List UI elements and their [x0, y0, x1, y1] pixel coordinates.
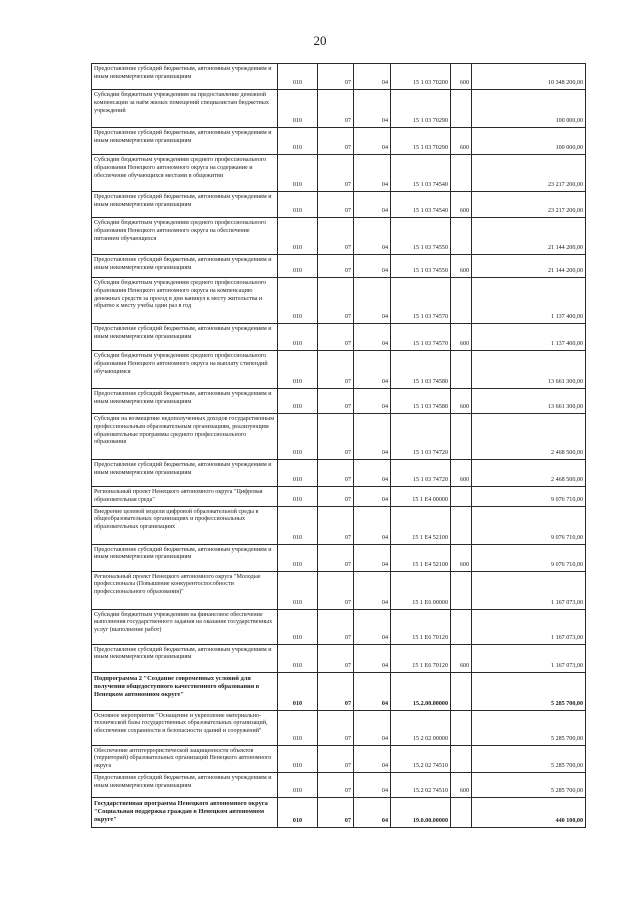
target-article-cell: 15 1 Е6 00000	[391, 571, 451, 609]
amount-cell: 1 167 073,00	[472, 571, 586, 609]
subsection-code-cell: 04	[354, 710, 391, 745]
section-code-cell: 07	[318, 414, 354, 460]
expense-type-cell	[451, 218, 472, 255]
subsection-code-cell: 04	[354, 506, 391, 544]
section-code-cell: 07	[318, 155, 354, 192]
ministry-code-cell: 010	[278, 797, 318, 827]
ministry-code-cell: 010	[278, 351, 318, 389]
section-code-cell: 07	[318, 128, 354, 155]
table-row	[92, 609, 586, 644]
subsection-code-cell: 04	[354, 797, 391, 827]
ministry-code-cell: 010	[278, 192, 318, 218]
subsection-code-cell: 04	[354, 644, 391, 672]
target-article-cell: 15 1 Е6 70120	[391, 644, 451, 672]
target-article-cell: 15 2 02 00000	[391, 710, 451, 745]
page-number: 20	[313, 33, 327, 48]
amount-cell: 9 076 710,00	[472, 487, 586, 507]
ministry-code-cell: 010	[278, 745, 318, 772]
expense-type-cell: 600	[451, 389, 472, 414]
section-code-cell: 07	[318, 772, 354, 797]
expense-name-cell: Предоставление субсидий бюджетным, автономным учреждениям и иным некоммерческим организациям	[92, 192, 278, 218]
ministry-code-cell: 010	[278, 571, 318, 609]
amount-cell: 5 285 700,00	[472, 710, 586, 745]
table-row	[92, 414, 586, 460]
ministry-code-cell: 010	[278, 460, 318, 487]
target-article-cell: 19.0.00.00000	[391, 797, 451, 827]
expense-type-cell	[451, 155, 472, 192]
subsection-code-cell: 04	[354, 90, 391, 128]
expense-type-cell	[451, 745, 472, 772]
ministry-code-cell: 010	[278, 389, 318, 414]
ministry-code-cell: 010	[278, 487, 318, 507]
subsection-code-cell: 04	[354, 255, 391, 278]
target-article-cell: 15 1 03 74550	[391, 218, 451, 255]
expense-type-cell: 600	[451, 128, 472, 155]
expense-name-cell: Предоставление субсидий бюджетным, автономным учреждениям и иным некоммерческим организациям	[92, 772, 278, 797]
subsection-code-cell: 04	[354, 672, 391, 710]
expense-type-cell	[451, 609, 472, 644]
amount-cell: 440 100,00	[472, 797, 586, 827]
subsection-code-cell: 04	[354, 128, 391, 155]
expense-type-cell: 600	[451, 644, 472, 672]
amount-cell: 10 348 200,00	[472, 64, 586, 90]
expense-type-cell	[451, 351, 472, 389]
table-row	[92, 672, 586, 710]
target-article-cell: 15 1 Е6 70120	[391, 609, 451, 644]
table-row	[92, 155, 586, 192]
amount-cell: 1 137 400,00	[472, 278, 586, 324]
ministry-code-cell: 010	[278, 710, 318, 745]
amount-cell: 2 468 500,00	[472, 414, 586, 460]
section-code-cell: 07	[318, 644, 354, 672]
subsection-code-cell: 04	[354, 460, 391, 487]
amount-cell: 9 076 710,00	[472, 544, 586, 571]
subsection-code-cell: 04	[354, 64, 391, 90]
section-code-cell: 07	[318, 90, 354, 128]
section-code-cell: 07	[318, 672, 354, 710]
expense-type-cell	[451, 90, 472, 128]
table-row	[92, 255, 586, 278]
subsection-code-cell: 04	[354, 324, 391, 351]
table-row	[92, 64, 586, 90]
target-article-cell: 15 1 03 74720	[391, 414, 451, 460]
section-code-cell: 07	[318, 460, 354, 487]
table-row	[92, 278, 586, 324]
ministry-code-cell: 010	[278, 506, 318, 544]
expense-name-cell: Региональный проект Ненецкого автономного округа "Молодые профессионалы (Повышение конкурентоспособности профессионального образования)"	[92, 571, 278, 609]
section-code-cell: 07	[318, 544, 354, 571]
section-code-cell: 07	[318, 487, 354, 507]
expense-name-cell: Государственная программа Ненецкого автономного округа "Социальная поддержка граждан в Ненецком автономном округе"	[92, 797, 278, 827]
target-article-cell: 15.2.00.00000	[391, 672, 451, 710]
amount-cell: 23 217 200,00	[472, 155, 586, 192]
section-code-cell: 07	[318, 389, 354, 414]
expense-type-cell: 600	[451, 772, 472, 797]
ministry-code-cell: 010	[278, 544, 318, 571]
ministry-code-cell: 010	[278, 644, 318, 672]
subsection-code-cell: 04	[354, 745, 391, 772]
amount-cell: 5 285 700,00	[472, 672, 586, 710]
section-code-cell: 07	[318, 797, 354, 827]
ministry-code-cell: 010	[278, 255, 318, 278]
table-row	[92, 351, 586, 389]
expense-name-cell: Субсидии бюджетным учреждениям на финансовое обеспечение выполнения государственного задания на оказание государственных услуг (выполнение работ)	[92, 609, 278, 644]
ministry-code-cell: 010	[278, 609, 318, 644]
table-row	[92, 797, 586, 827]
ministry-code-cell: 010	[278, 128, 318, 155]
expense-name-cell: Предоставление субсидий бюджетным, автономным учреждениям и иным некоммерческим организациям	[92, 64, 278, 90]
table-row	[92, 745, 586, 772]
table-row	[92, 772, 586, 797]
expense-name-cell: Предоставление субсидий бюджетным, автономным учреждениям и иным некоммерческим организациям	[92, 460, 278, 487]
ministry-code-cell: 010	[278, 218, 318, 255]
subsection-code-cell: 04	[354, 414, 391, 460]
expense-name-cell: Предоставление субсидий бюджетным, автономным учреждениям и иным некоммерческим организациям	[92, 544, 278, 571]
subsection-code-cell: 04	[354, 218, 391, 255]
table-row	[92, 389, 586, 414]
subsection-code-cell: 04	[354, 278, 391, 324]
ministry-code-cell: 010	[278, 672, 318, 710]
target-article-cell: 15 1 Е4 52100	[391, 506, 451, 544]
table-row	[92, 644, 586, 672]
section-code-cell: 07	[318, 351, 354, 389]
expense-name-cell: Предоставление субсидий бюджетным, автономным учреждениям и иным некоммерческим организациям	[92, 644, 278, 672]
ministry-code-cell: 010	[278, 155, 318, 192]
expense-type-cell	[451, 710, 472, 745]
expense-type-cell	[451, 571, 472, 609]
table-row	[92, 571, 586, 609]
expense-name-cell: Региональный проект Ненецкого автономного округа "Цифровая образовательная среда"	[92, 487, 278, 507]
expense-name-cell: Субсидии бюджетным учреждениям среднего профессионального образования Ненецкого автономного округа на обеспечение питанием обучающихся	[92, 218, 278, 255]
amount-cell: 9 076 710,00	[472, 506, 586, 544]
target-article-cell: 15 1 03 74540	[391, 155, 451, 192]
expense-name-cell: Подпрограмма 2 "Создание современных условий для получения общедоступного качественного образования в Ненецком автономном округе"	[92, 672, 278, 710]
amount-cell: 5 285 700,00	[472, 745, 586, 772]
expense-type-cell: 600	[451, 324, 472, 351]
section-code-cell: 07	[318, 324, 354, 351]
target-article-cell: 15 1 03 74580	[391, 351, 451, 389]
budget-table	[91, 63, 586, 828]
expense-name-cell: Субсидии бюджетным учреждениям среднего профессионального образования Ненецкого автономного округа на компенсацию денежных средств за проезд в дни каникул к месту жительства и обратно к месту учебы один раз в год	[92, 278, 278, 324]
target-article-cell: 15 1 03 70290	[391, 128, 451, 155]
expense-type-cell	[451, 672, 472, 710]
amount-cell: 5 285 700,00	[472, 772, 586, 797]
target-article-cell: 15 1 03 74550	[391, 255, 451, 278]
expense-type-cell	[451, 487, 472, 507]
amount-cell: 1 167 073,00	[472, 609, 586, 644]
section-code-cell: 07	[318, 255, 354, 278]
amount-cell: 100 000,00	[472, 90, 586, 128]
table-row	[92, 710, 586, 745]
expense-name-cell: Предоставление субсидий бюджетным, автономным учреждениям и иным некоммерческим организациям	[92, 255, 278, 278]
subsection-code-cell: 04	[354, 571, 391, 609]
target-article-cell: 15 1 03 74540	[391, 192, 451, 218]
table-row	[92, 192, 586, 218]
expense-type-cell: 600	[451, 460, 472, 487]
table-row	[92, 218, 586, 255]
amount-cell: 21 144 200,00	[472, 255, 586, 278]
table-row	[92, 487, 586, 507]
target-article-cell: 15.2 02 74510	[391, 745, 451, 772]
expense-name-cell: Субсидии бюджетным учреждениям среднего профессионального образования Ненецкого автономного округа на выплату стипендий обучающимся	[92, 351, 278, 389]
amount-cell: 2 468 500,00	[472, 460, 586, 487]
subsection-code-cell: 04	[354, 192, 391, 218]
section-code-cell: 07	[318, 218, 354, 255]
target-article-cell: 15.2 02 74510	[391, 772, 451, 797]
expense-name-cell: Субсидии бюджетным учреждениям среднего профессионального образования Ненецкого автономного округа на содержание и обеспечение обучающихся местами в общежитии	[92, 155, 278, 192]
table-row	[92, 128, 586, 155]
table-row	[92, 544, 586, 571]
section-code-cell: 07	[318, 278, 354, 324]
expense-type-cell: 600	[451, 192, 472, 218]
target-article-cell: 15 1 Е4 52100	[391, 544, 451, 571]
expense-name-cell: Предоставление субсидий бюджетным, автономным учреждениям и иным некоммерческим организациям	[92, 128, 278, 155]
ministry-code-cell: 010	[278, 772, 318, 797]
section-code-cell: 07	[318, 609, 354, 644]
expense-name-cell: Предоставление субсидий бюджетным, автономным учреждениям и иным некоммерческим организациям	[92, 389, 278, 414]
table-row	[92, 460, 586, 487]
expense-type-cell	[451, 414, 472, 460]
target-article-cell: 15 1 03 70200	[391, 64, 451, 90]
subsection-code-cell: 04	[354, 155, 391, 192]
expense-type-cell	[451, 278, 472, 324]
target-article-cell: 15 1 03 74720	[391, 460, 451, 487]
section-code-cell: 07	[318, 506, 354, 544]
subsection-code-cell: 04	[354, 772, 391, 797]
amount-cell: 21 144 200,00	[472, 218, 586, 255]
expense-name-cell: Предоставление субсидий бюджетным, автономным учреждениям и иным некоммерческим организациям	[92, 324, 278, 351]
section-code-cell: 07	[318, 64, 354, 90]
expense-name-cell: Основное мероприятие "Оснащение и укрепление материально-технической базы государственных образовательных организаций, обеспечение сохранности и безопасности зданий и сооружений"	[92, 710, 278, 745]
amount-cell: 100 000,00	[472, 128, 586, 155]
table-row	[92, 324, 586, 351]
subsection-code-cell: 04	[354, 389, 391, 414]
subsection-code-cell: 04	[354, 487, 391, 507]
expense-type-cell: 600	[451, 64, 472, 90]
subsection-code-cell: 04	[354, 351, 391, 389]
target-article-cell: 15 1 Е4 00000	[391, 487, 451, 507]
expense-name-cell: Субсидии бюджетным учреждениям на предоставление денежной компенсации за наём жилых помещений специалистам бюджетных учреждений	[92, 90, 278, 128]
table-row	[92, 90, 586, 128]
expense-type-cell	[451, 506, 472, 544]
expense-type-cell: 600	[451, 544, 472, 571]
amount-cell: 13 661 300,00	[472, 389, 586, 414]
section-code-cell: 07	[318, 571, 354, 609]
amount-cell: 23 217 200,00	[472, 192, 586, 218]
table-row	[92, 506, 586, 544]
amount-cell: 13 661 300,00	[472, 351, 586, 389]
target-article-cell: 15 1 03 74570	[391, 324, 451, 351]
subsection-code-cell: 04	[354, 609, 391, 644]
expense-name-cell: Субсидии на возмещение недополученных доходов государственным профессиональным образовательным организациям, реализующим образовательные программы среднего профессионального образования	[92, 414, 278, 460]
expense-name-cell: Внедрение целевой модели цифровой образовательной среды в общеобразовательных организациях и профессиональных образовательных организациях	[92, 506, 278, 544]
section-code-cell: 07	[318, 192, 354, 218]
ministry-code-cell: 010	[278, 324, 318, 351]
subsection-code-cell: 04	[354, 544, 391, 571]
ministry-code-cell: 010	[278, 64, 318, 90]
expense-type-cell	[451, 797, 472, 827]
target-article-cell: 15 1 03 70290	[391, 90, 451, 128]
ministry-code-cell: 010	[278, 414, 318, 460]
expense-name-cell: Обеспечение антитеррористической защищенности объектов (территорий) образовательных организаций Ненецкого автономного округа	[92, 745, 278, 772]
expense-type-cell: 600	[451, 255, 472, 278]
section-code-cell: 07	[318, 745, 354, 772]
ministry-code-cell: 010	[278, 90, 318, 128]
ministry-code-cell: 010	[278, 278, 318, 324]
section-code-cell: 07	[318, 710, 354, 745]
target-article-cell: 15 1 03 74570	[391, 278, 451, 324]
amount-cell: 1 137 400,00	[472, 324, 586, 351]
target-article-cell: 15 1 03 74580	[391, 389, 451, 414]
amount-cell: 1 167 073,00	[472, 644, 586, 672]
